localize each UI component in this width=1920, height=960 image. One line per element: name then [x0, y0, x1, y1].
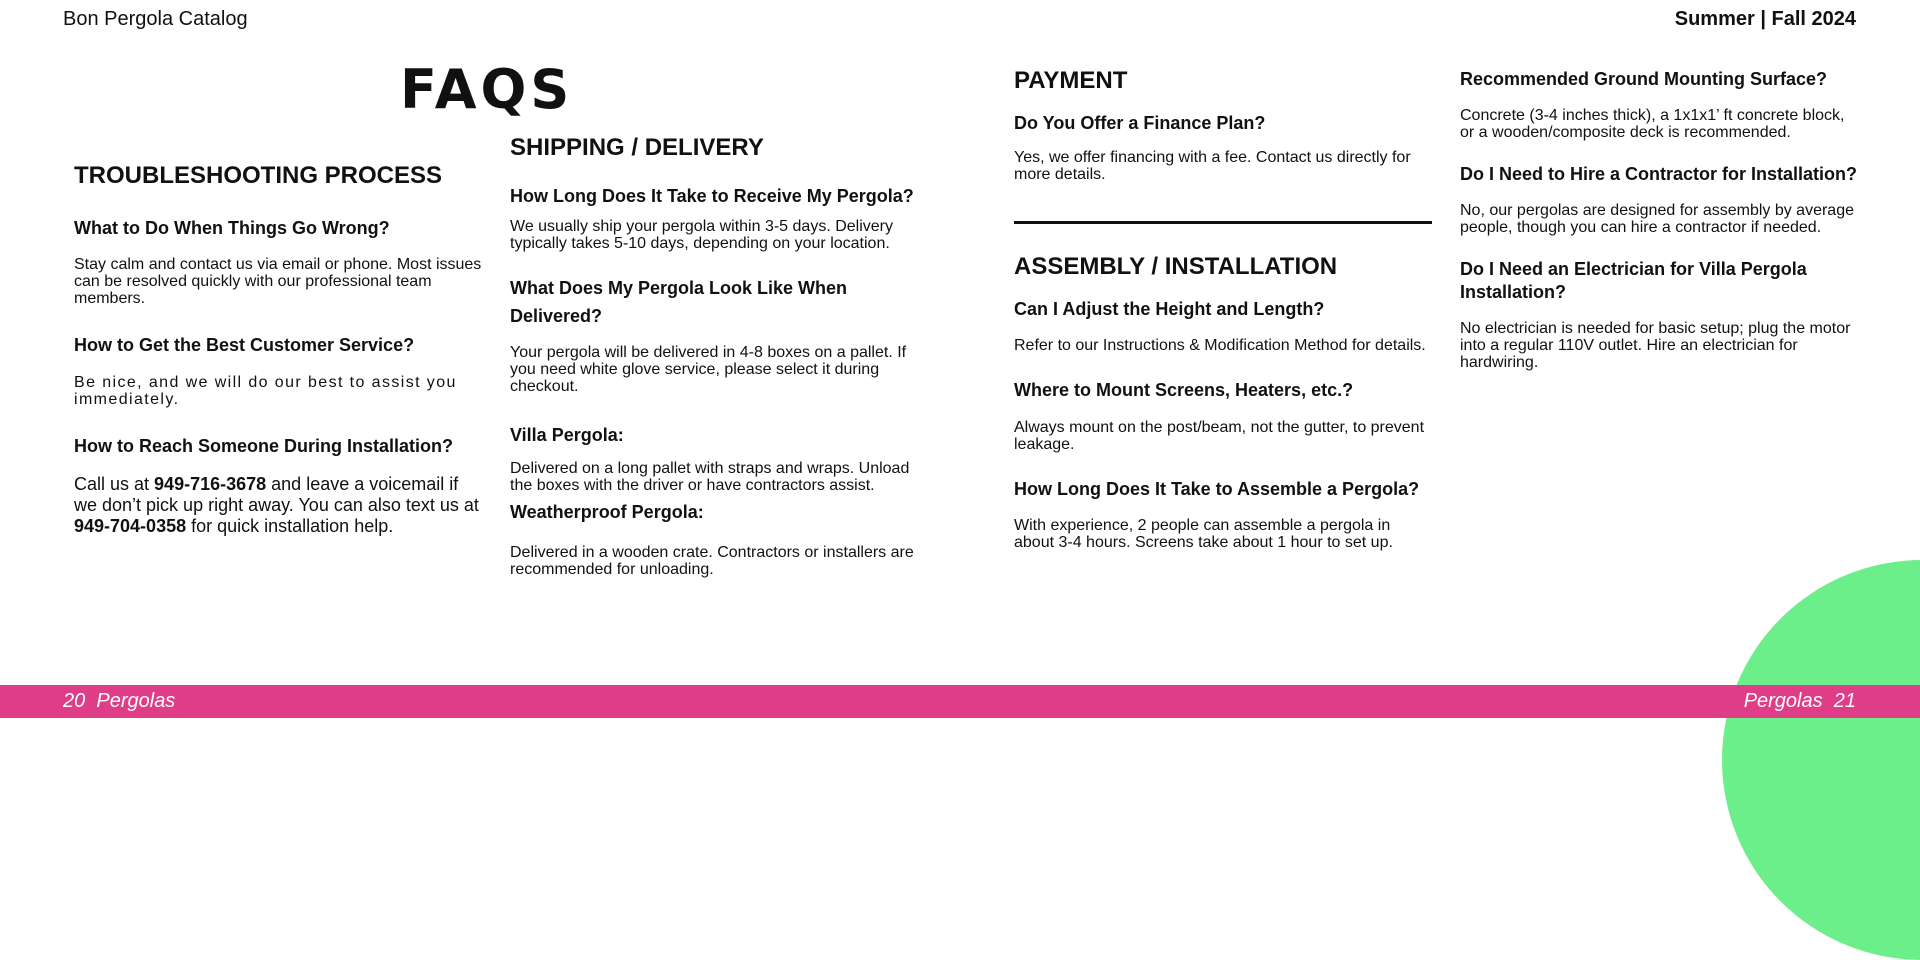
faq-question: Recommended Ground Mounting Surface? [1460, 69, 1828, 89]
footer-label: Pergolas [1743, 690, 1823, 712]
page-number: 21 [1833, 690, 1856, 712]
faq-question: How to Get the Best Customer Service? [74, 335, 415, 356]
footer-left [63, 690, 175, 713]
faq-question: Weatherproof Pergola: [510, 501, 704, 522]
faq-answer: No electrician is needed for basic setup; plug the motor into a regular 110V outlet. Hire an electrician for hardwiring. [1460, 320, 1851, 372]
faq-answer: Call us at 949-716-3678 and leave a voicemail if we don’t pick up right away. You can also text us at 949-704-0358 for quick installation help. [74, 473, 479, 536]
faq-question: Do I Need to Hire a Contractor for Installation? [1460, 164, 1858, 185]
faq-answer: Yes, we offer financing with a fee. Contact us directly for more details. [1014, 149, 1411, 184]
faq-answer: Your pergola will be delivered in 4-8 boxes on a pallet. If you need white glove service, please select it during checkout. [510, 344, 907, 396]
faq-question: How Long Does It Take to Assemble a Pergola? [1014, 478, 1420, 499]
faq-answer: Be nice, and we will do our best to assist you immediately. [74, 373, 457, 408]
phone-number: 949-716-3678 [154, 473, 267, 494]
faq-question: What to Do When Things Go Wrong? [74, 218, 390, 238]
phone-number: 949-704-0358 [74, 515, 187, 536]
catalog-name: Bon Pergola Catalog [63, 8, 248, 30]
section-title: SHIPPING / DELIVERY [510, 134, 764, 161]
faq-question: Do I Need an Electrician for Villa Pergola Installation? [1460, 259, 1807, 303]
shipping-section [510, 134, 915, 578]
faq-question: What Does My Pergola Look Like When Delivered? [510, 278, 848, 327]
section-title: ASSEMBLY / INSTALLATION [1014, 253, 1338, 280]
faq-question: Do You Offer a Finance Plan? [1014, 113, 1266, 133]
assembly-section [1014, 253, 1434, 551]
section-title: PAYMENT [1014, 67, 1128, 94]
footer-bar [0, 685, 1920, 718]
footer-right [1744, 690, 1856, 713]
faq-answer: No, our pergolas are designed for assembly by average people, though you can hire a contractor if needed. [1460, 202, 1854, 237]
footer-label: Pergolas [96, 690, 176, 712]
faq-question: Where to Mount Screens, Heaters, etc.? [1014, 380, 1354, 401]
page-title: FAQS [400, 58, 574, 121]
faq-answer: Delivered on a long pallet with straps and wraps. Unload the boxes with the driver or have contractors assist. [510, 459, 910, 494]
faq-answer: Concrete (3-4 inches thick), a 1x1x1’ ft concrete block, or a wooden/composite deck is recommended. [1460, 107, 1845, 142]
faq-answer: Always mount on the post/beam, not the gutter, to prevent leakage. [1014, 418, 1425, 453]
faq-question: How Long Does It Take to Receive My Pergola? [510, 186, 914, 206]
faq-answer: Refer to our Instructions & Modification Method for details. [1014, 337, 1426, 355]
season-label: Summer | Fall 2024 [1674, 8, 1856, 30]
faq-answer: Stay calm and contact us via email or phone. Most issues can be resolved quickly with our professional team members. [74, 256, 482, 308]
payment-section [1014, 67, 1434, 183]
faq-answer: Delivered in a wooden crate. Contractors or installers are recommended for unloading. [510, 543, 914, 578]
faq-answer: With experience, 2 people can assemble a pergola in about 3-4 hours. Screens take about 1 hour to set up. [1014, 516, 1393, 551]
decorative-circle [1722, 560, 1920, 960]
mounting-section [1460, 67, 1860, 371]
faq-question: How to Reach Someone During Installation? [74, 435, 454, 456]
faq-answer: We usually ship your pergola within 3-5 days. Delivery typically takes 5-10 days, depending on your location. [510, 218, 893, 253]
page-number: 20 [63, 690, 86, 712]
section-divider [1014, 221, 1432, 224]
section-title: TROUBLESHOOTING PROCESS [74, 162, 443, 189]
faq-question: Can I Adjust the Height and Length? [1014, 299, 1325, 319]
troubleshooting-section [74, 162, 484, 537]
faq-question: Villa Pergola: [510, 425, 624, 446]
